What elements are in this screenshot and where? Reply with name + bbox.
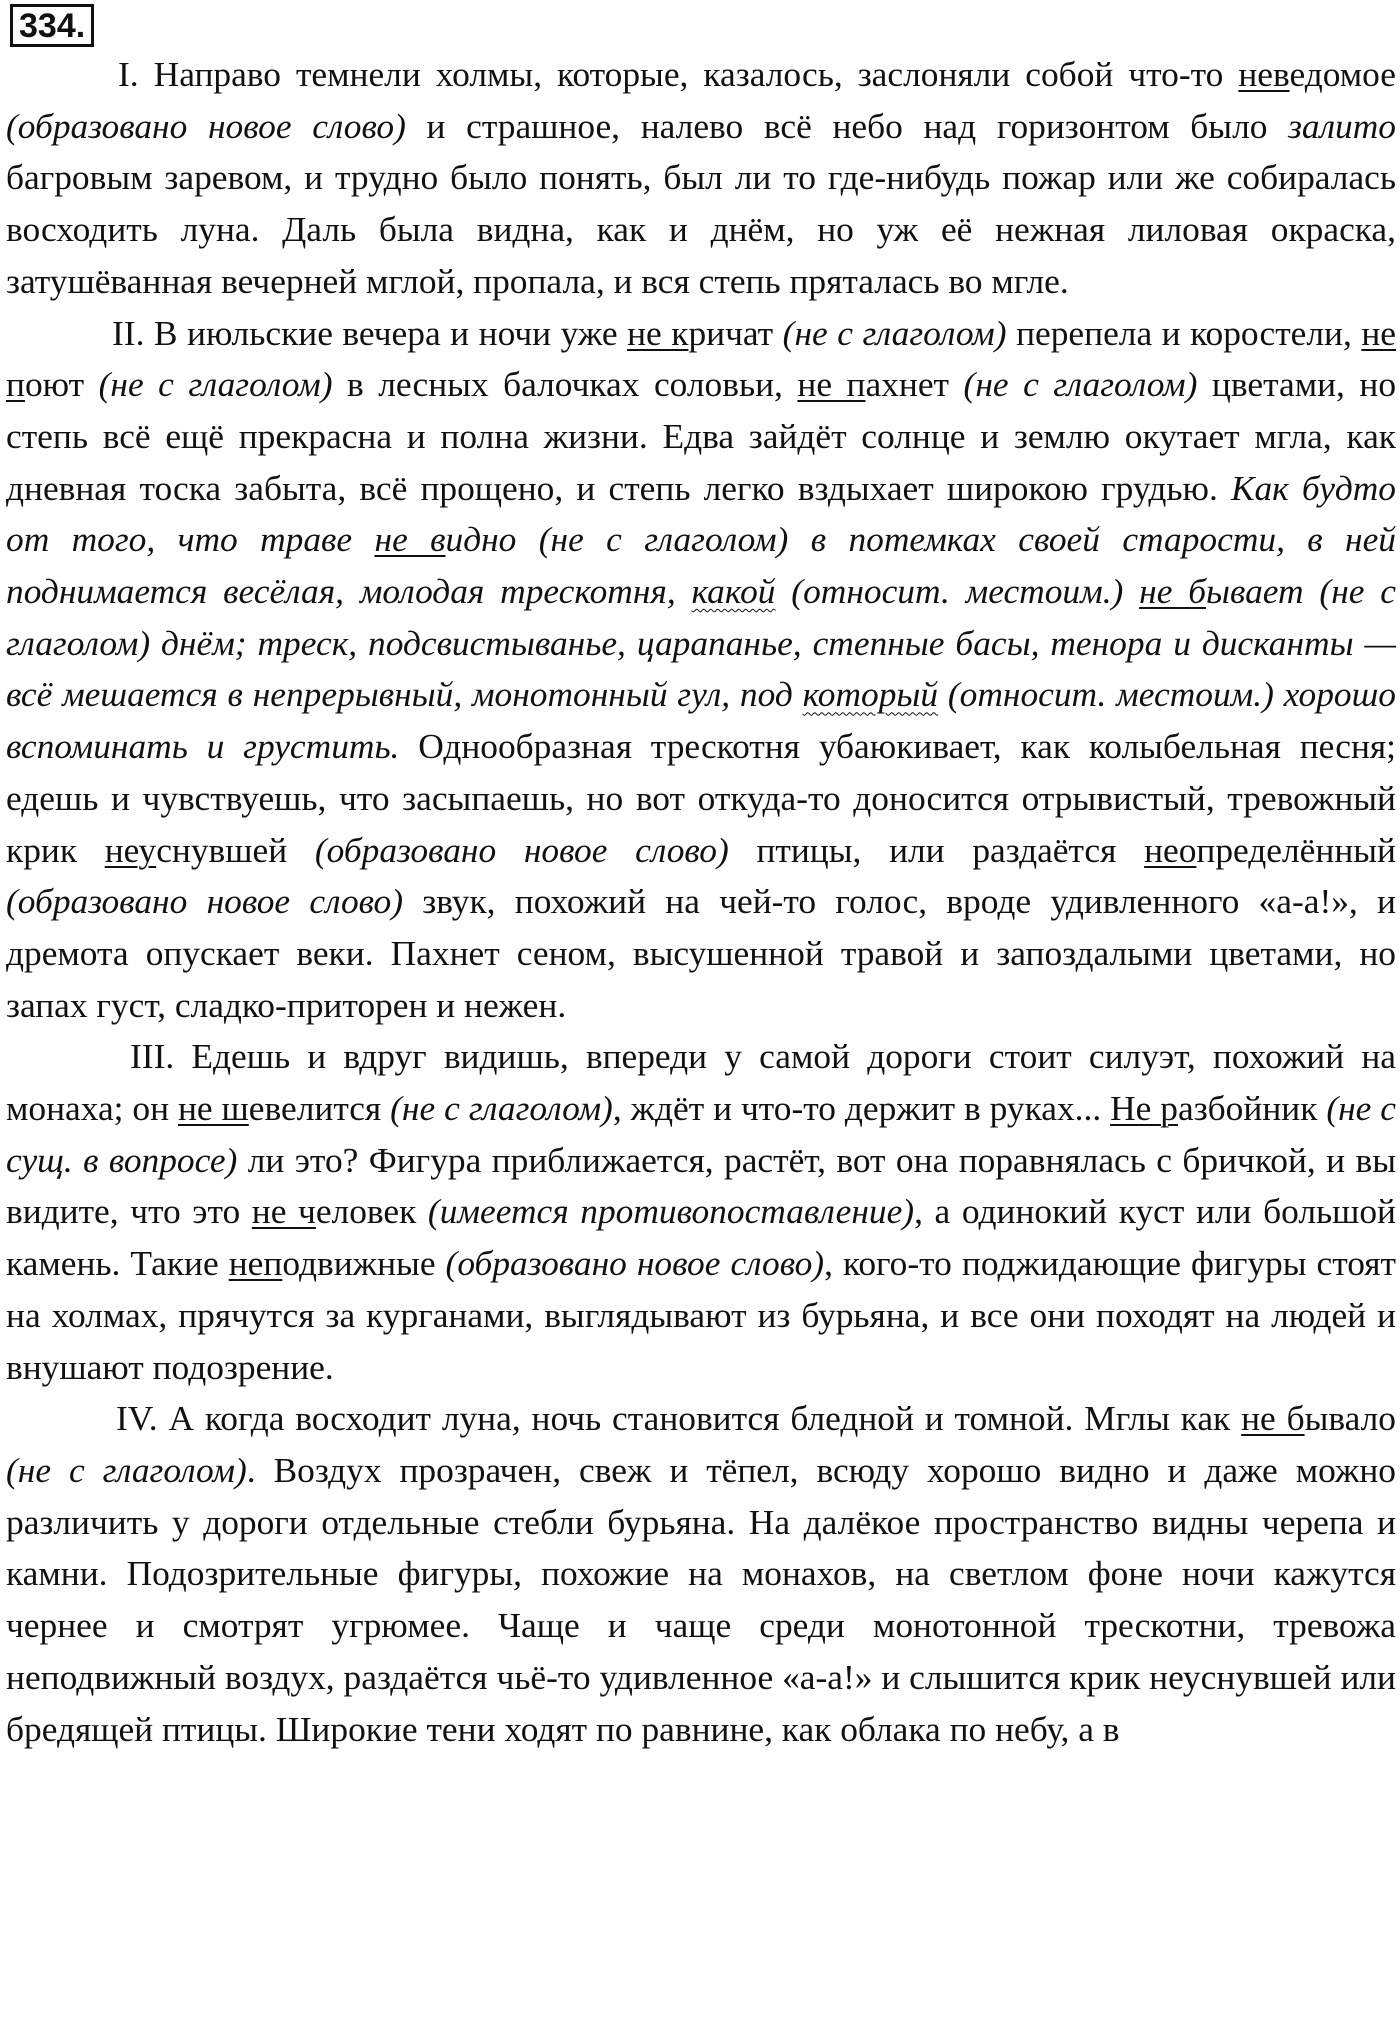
text-run: снувшей [156,829,315,870]
wavy-underlined-word: какой [691,571,776,612]
text-run: II. В июльские вечера и ночи уже [112,312,628,353]
italic-run: (образовано новое слово) [445,1243,825,1284]
text-run: Однообразная трескотня убаюкивает, как колыбельная песня; едешь и чувствуешь, что засыпаешь, но вот откуда-то доносится отрывистый, тревожный крик [6,726,1396,870]
underlined-prefix: нев [1238,54,1290,94]
text-run: едомое [1289,54,1396,94]
underlined-prefix: Не р [1110,1088,1178,1129]
italic-run: идно (не с глаголом) в потемках своей старости, в ней поднимается весёлая, молодая трескотня, [6,519,1396,612]
text-run: , кого-то поджидающие фигуры стоят на холмах, прячутся за курганами, выглядывают из бурьяна, и все они походят на людей и внушают подозрение. [6,1243,1397,1387]
exercise-number: 334. [10,4,94,47]
text-run: I. Направо темнели холмы, которые, казалось, заслоняли собой что-то [118,54,1239,94]
italic-run: Как будто от того, что траве [6,467,1396,560]
text-run: одвижные [282,1243,446,1284]
italic-run: (не с глаголом) [98,364,333,405]
text-run: азбойник [1177,1088,1327,1129]
text-run: , ждёт и что-то держит в руках... [612,1088,1111,1129]
text-run: ывало [1304,1398,1396,1439]
underlined-prefix: не ш [177,1088,249,1129]
underlined-prefix: нео [1144,829,1197,870]
italic-run: (не с глаголом) [963,364,1198,405]
underlined-prefix: не п [797,364,866,405]
text-run: ахнет [865,364,964,405]
text-run: перепела и коростели, [1006,312,1362,353]
italic-run: (относит. местоим.) хорошо вспоминать и грустить. [6,674,1397,767]
text-run: III. Едешь и вдруг видишь, впереди у самой дороги стоит силуэт, похожий на монаха; он [6,1036,1396,1129]
text-run: звук, похожий на чей-то голос, вроде удивленного «а-а!», и дремота опускает веки. Пахнет сеном, высушенной травой и запоздалыми цветами, но запах густ, сладко-приторен и нежен. [6,881,1396,1025]
text-run: , а одинокий куст или большой камень. Такие [6,1191,1397,1284]
text-run: пределённый [1196,829,1396,870]
text-run: ли это? Фигура приближается, растёт, вот она поравнялась с бричкой, и вы видите, что это [6,1139,1396,1232]
italic-run: (образовано новое слово) [6,881,404,922]
paragraph [6,1031,1396,1393]
text-run: цветами, но степь всё ещё прекрасна и полна жизни. Едва зайдёт солнце и землю окутает мгла, как дневная тоска забыта, всё прощено, и степь легко вздыхает широкою грудью. [6,364,1397,508]
underlined-prefix: не ч [251,1191,316,1232]
paragraph [6,308,1396,1032]
exercise-text [6,49,1396,1755]
italic-run: (имеется противопоставление) [427,1191,915,1232]
underlined-prefix: не к [627,312,689,353]
text-run: птицы, или раздаётся [728,829,1145,870]
underlined-prefix: неу [104,829,157,870]
page [6,4,1396,1755]
text-run: . Воздух прозрачен, свеж и тёпел, всюду хорошо видно и даже можно различить у дороги отдельные стебли бурьяна. На далёкое пространство видны черепа и камни. Подозрительные фигуры, похожие на монахов, на светлом фоне ночи кажутся чернее и смотрят угрюмее. Чаще и чаще среди монотонной трескотни, тревожа неподвижный воздух, раздаётся чьё-то удивленное «а-а!» и слышится крик неуснувшей или бредящей птицы. Широкие тени ходят по равнине, как облака по небу, а в [6,1449,1396,1749]
text-run: евелится [248,1088,391,1129]
underlined-prefix: не б [1241,1398,1305,1439]
text-run: и страшное, налево всё небо над горизонтом было [405,105,1289,146]
italic-run: (не с глаголом) [782,312,1007,353]
underlined-prefix: не б [1139,571,1207,612]
text-run: ричат [688,312,783,353]
italic-run: (не с глаголом) [6,1449,247,1490]
text-run: оют [24,364,99,405]
text-run: IV. А когда восходит луна, ночь становится бледной и томной. Мглы как [116,1398,1242,1439]
italic-run: (образовано новое слово) [314,829,729,870]
italic-run: (не с сущ. в вопросе) [6,1088,1396,1180]
italic-run: (относит. местоим.) [775,571,1140,612]
paragraph [6,49,1396,308]
italic-run: (образовано новое слово) [6,105,406,146]
italic-run: залито [1288,105,1396,146]
paragraph [6,1393,1396,1755]
text-run: в лесных балочках соловьи, [332,364,798,405]
underlined-prefix: неп [228,1243,283,1284]
text-run: багровым заревом, и трудно было понять, был ли то где-нибудь пожар или же собиралась восходить луна. Даль была видна, как и днём, но уж её нежная лиловая окраска, затушёванная вечерней мглой, пропала, и вся степь пряталась во мгле. [6,157,1396,301]
underlined-prefix: не в [374,519,446,560]
text-run: еловек [315,1191,428,1232]
underlined-prefix: не п [6,312,1396,405]
italic-run: ывает (не с глаголом) днём; треск, подсвистыванье, царапанье, степные басы, тенора и дисканты — всё мешается в непрерывный, монотонный гул, под [6,571,1396,715]
wavy-underlined-word: который [802,674,939,715]
italic-run: (не с глаголом) [390,1088,613,1129]
